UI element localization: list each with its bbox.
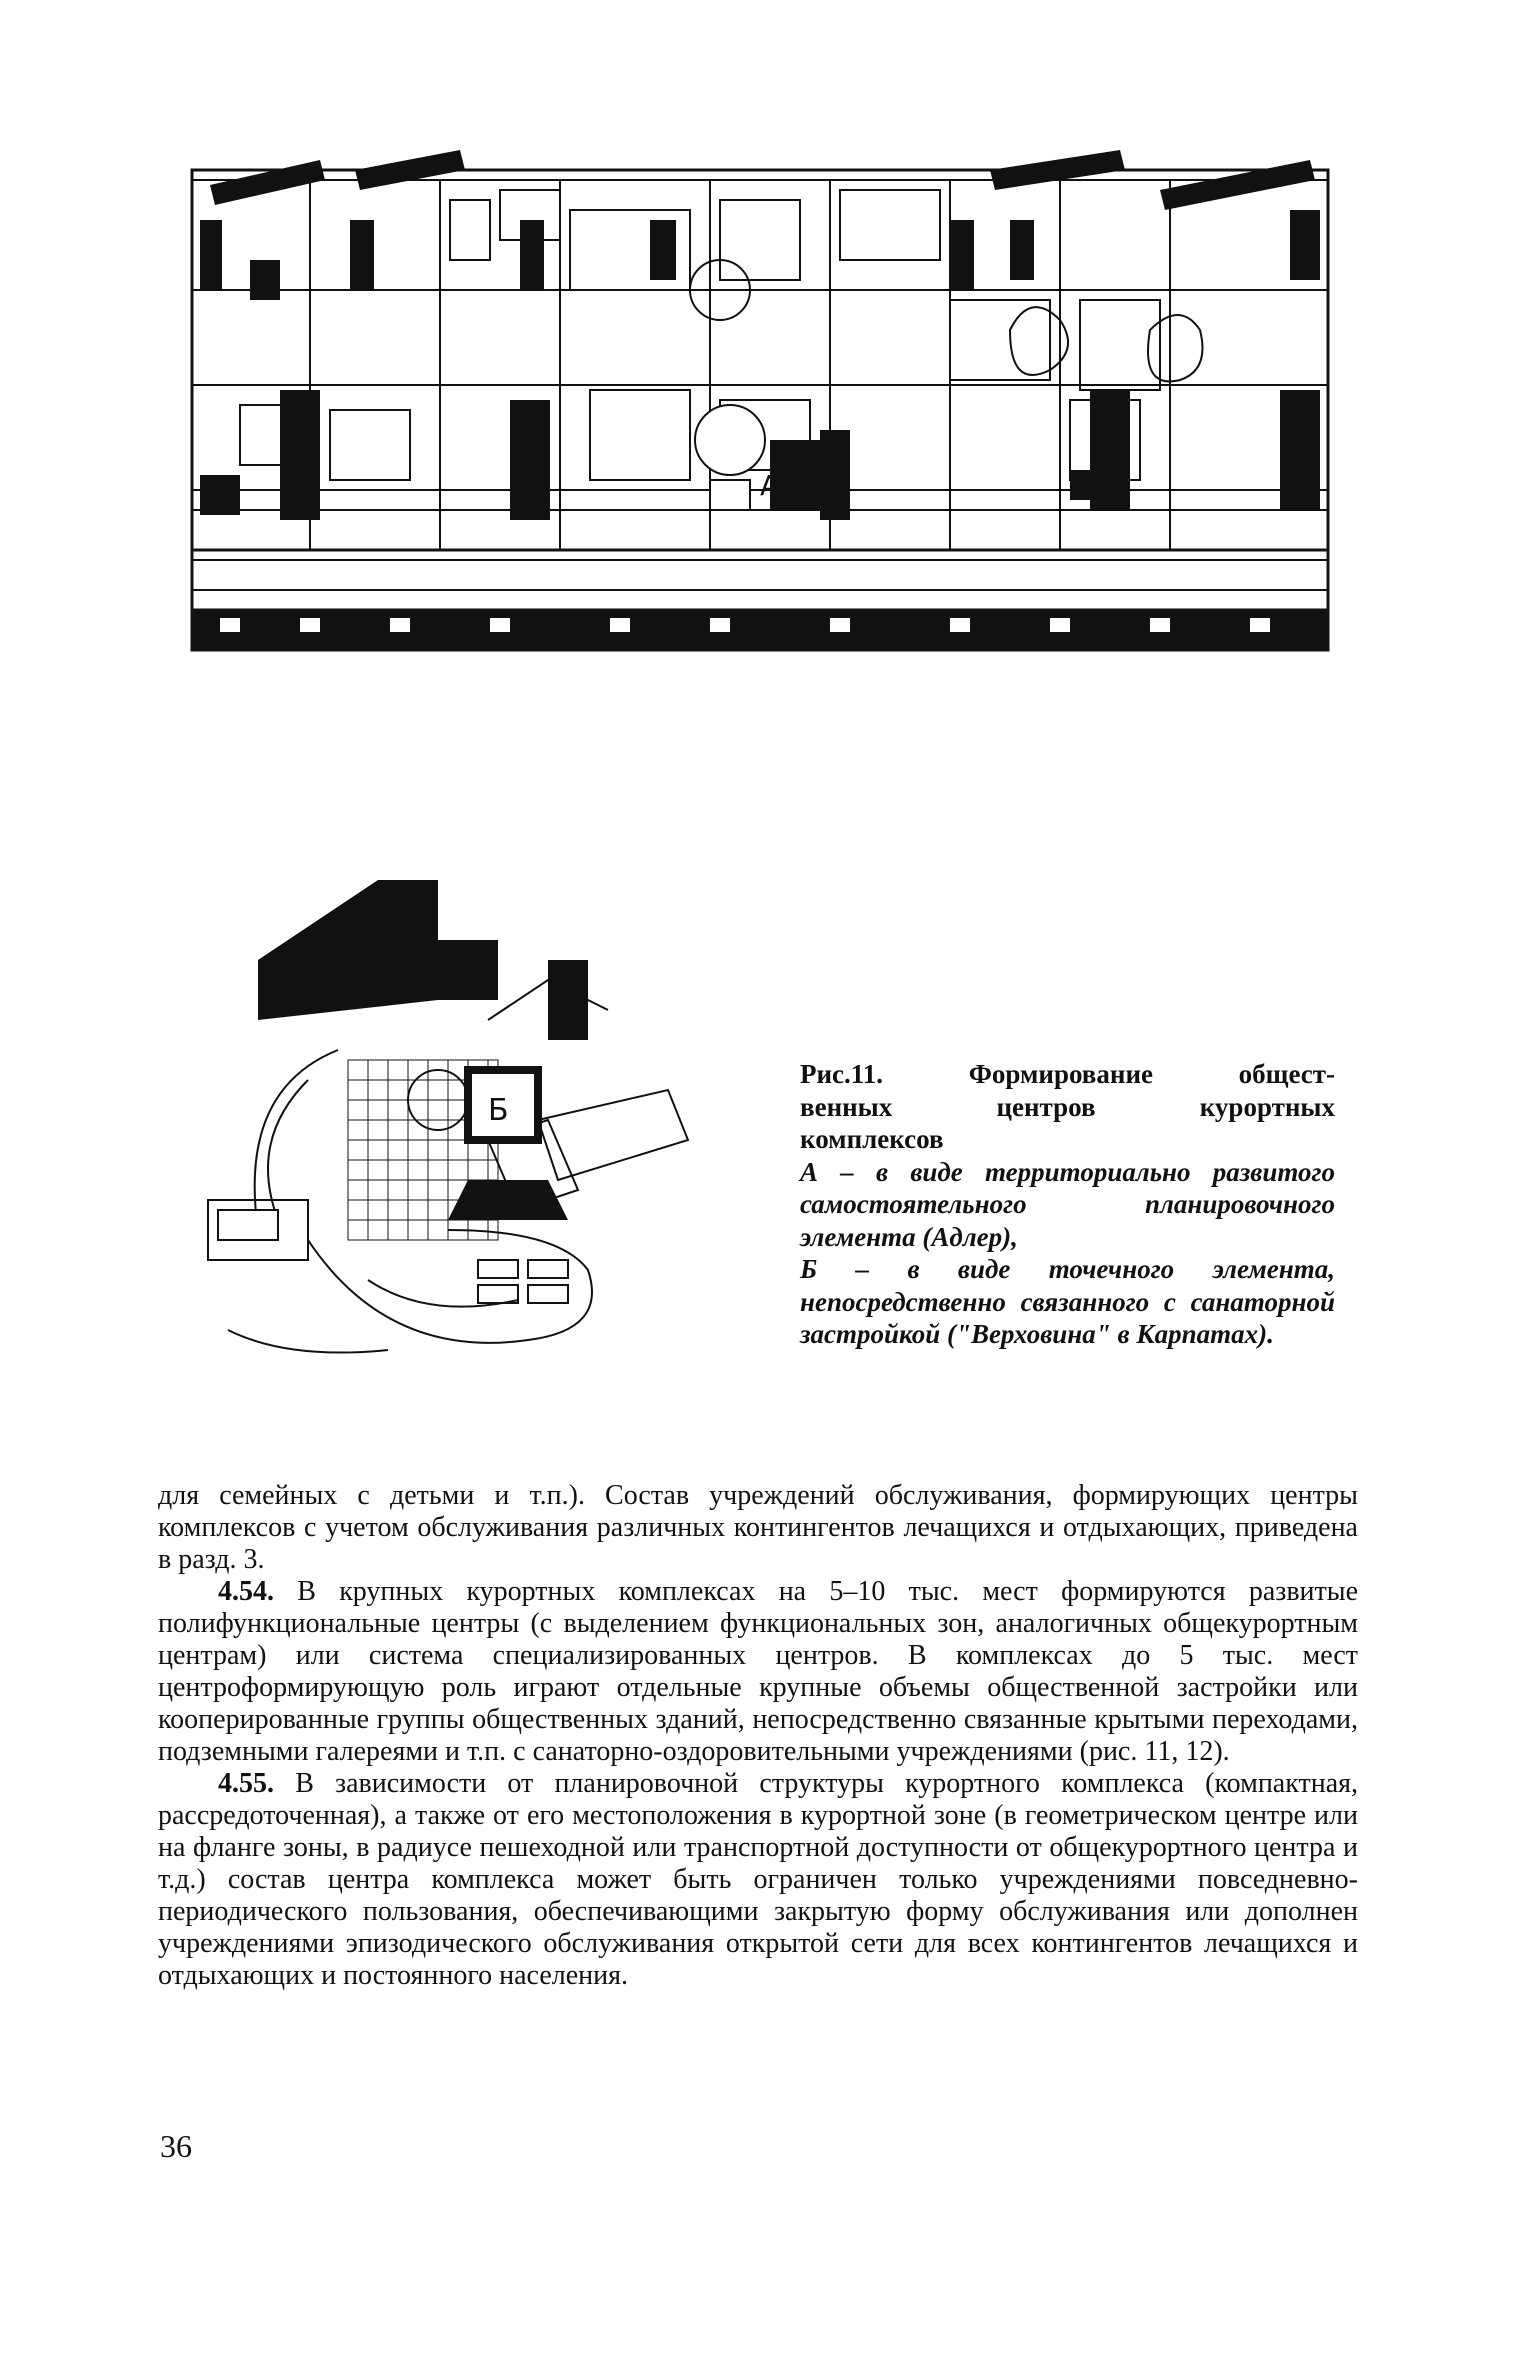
paragraph-3-text: В зависимости от планировочной структуры курортного комплекса (компактная, рассредоточенная), а также от его местоположения в курортной зоне (в геометрическом центре или на фланге зоны, в радиусе пешеходной или транспортной доступности от общекурортного центра и т.д.) состав центра комплекса может быть ограничен только учреждениями повседневно-периодического пользования, обеспечивающими закрытую форму обслуживания или дополнен учреждениями эпизодического обслуживания открытой сети для всех контингентов лечащихся и отдыхающих и постоянного населения.: [158, 1768, 1358, 1991]
caption-title-line3: комплексов: [800, 1124, 944, 1154]
caption-title-line1: Рис.11. Формирование общест-: [800, 1059, 1335, 1089]
caption-title-line2: венных центров курортных: [800, 1091, 1335, 1122]
body-text: [158, 1480, 1358, 1992]
label-b: Б: [488, 1093, 509, 1128]
section-number-4-55: 4.55.: [218, 1768, 274, 1799]
paragraph-1: для семейных с детьми и т.п.). Состав учреждений обслуживания, формирующих центры комплексов с учетом обслуживания различных контингентов лечащихся и отдыхающих, приведена в разд. 3.: [158, 1480, 1358, 1575]
site-plan-a: [190, 150, 1330, 752]
label-a: А: [760, 469, 780, 502]
paragraph-3: [158, 1768, 1358, 1992]
page-number: 36: [160, 2128, 192, 2164]
paragraph-2-text: В крупных курортных комплексах на 5–10 тыс. мест формируются развитые полифункциональные центры (с выделением функциональных зон, аналогичных общекурортным центрам) или система специализированных центров. В комплексах до 5 тыс. мест центроформирующую роль играют отдельные крупные объемы общественной застройки или кооперированные группы общественных зданий, непосредственно связанные крытыми переходами, подземными галереями и т.п. с санаторно-оздоровительными учреждениями (рис. 11, 12).: [158, 1576, 1359, 1767]
caption-item-b: Б – в виде точечного элемента, непосредственно связанного с санаторной застройкой ("Верховина" в Карпатах).: [800, 1254, 1335, 1349]
paragraph-2: [158, 1576, 1358, 1768]
figure-caption: [800, 1058, 1335, 1351]
caption-item-a: А – в виде территориально развитого самостоятельного планировочного элемента (Адлер),: [800, 1156, 1335, 1252]
site-plan-b: [188, 840, 748, 1400]
section-number-4-54: 4.54.: [218, 1576, 274, 1607]
